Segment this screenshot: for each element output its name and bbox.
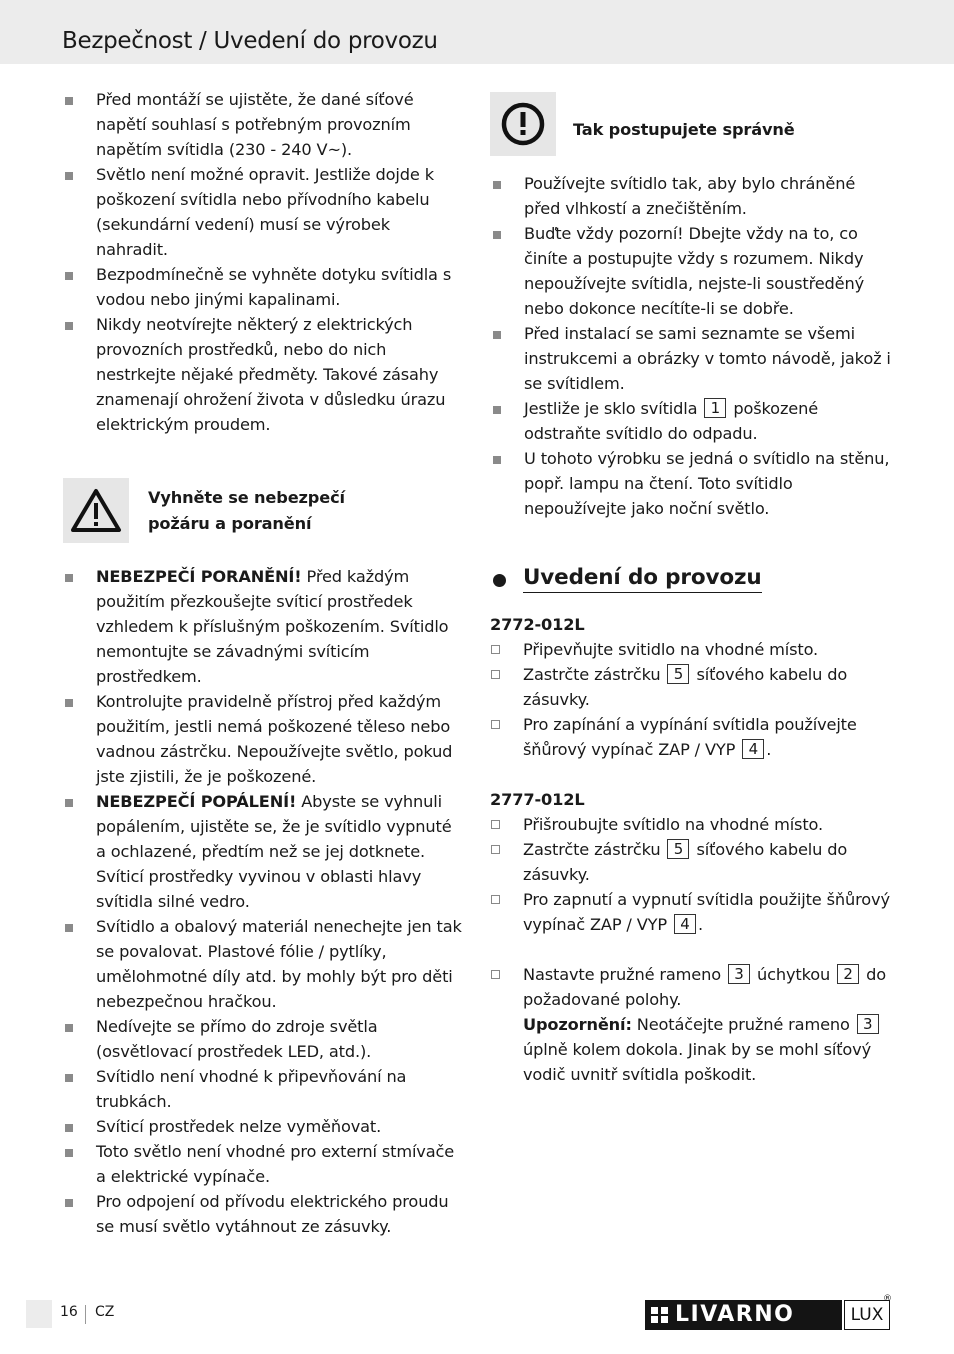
list-item: NEBEZPEČÍ POPÁLENÍ! Abyste se vyhnuli popálením, ujistěte se, že je svítidlo vypnuté a ochlazené, předtím než se jej dotknete. Svíticí prostředky vyvinou v oblasti hlavy svítidla silné vedro. [62, 789, 464, 914]
brand-logo [645, 1294, 892, 1330]
list-item: Před montáží se ujistěte, že dané síťové napětí souhlasí s potřebným provozním napětím svítidla (230 - 240 V~). [62, 87, 464, 162]
list-item: U tohoto výrobku se jedná o svítidlo na stěnu, popř. lampu na čtení. Toto svítidlo nepoužívejte jako noční světlo. [490, 446, 892, 521]
model-number: 2777-012L [490, 790, 585, 809]
part-reference: 1 [704, 398, 726, 418]
note-title: Tak postupujete správně [573, 120, 795, 139]
square-bullet-icon [65, 924, 73, 932]
square-bullet-icon [493, 331, 501, 339]
list-item: Přišroubujte svítidlo na vhodné místo. [490, 812, 892, 837]
registered-mark: ® [883, 1294, 892, 1304]
bullet-dot-icon [493, 574, 506, 587]
steps-list-3 [490, 962, 892, 1087]
part-reference: 5 [667, 839, 689, 859]
language-code: CZ [95, 1304, 115, 1320]
square-bullet-icon [65, 172, 73, 180]
checkbox-bullet-icon [491, 645, 500, 654]
footer-divider [85, 1305, 86, 1324]
model-number: 2772-012L [490, 615, 585, 634]
steps-list-1 [490, 637, 892, 762]
square-bullet-icon [493, 231, 501, 239]
note-callout [490, 92, 892, 156]
part-reference: 5 [667, 664, 689, 684]
list-item: Toto světlo není vhodné pro externí stmívače a elektrické vypínače. [62, 1139, 464, 1189]
list-item: Buďte vždy pozorní! Dbejte vždy na to, co činíte a postupujte vždy s rozumem. Nikdy nepoužívejte svítidla, nejste-li soustředěný nebo dokonce necítíte-li se dobře. [490, 221, 892, 321]
checkbox-bullet-icon [491, 895, 500, 904]
checkbox-bullet-icon [491, 720, 500, 729]
list-item: Světlo není možné opravit. Jestliže dojde k poškození svítidla nebo přívodního kabelu (sekundární vedení) musí se výrobek nahradit. [62, 162, 464, 262]
section-heading [490, 565, 892, 595]
steps-list-2 [490, 812, 892, 937]
left-column [62, 87, 464, 1239]
part-reference: 3 [728, 964, 750, 984]
page-header [0, 0, 954, 64]
list-item: Zastrčte zástrčku 5 síťového kabelu do zásuvky. [490, 662, 892, 712]
list-item: Svíticí prostředek nelze vyměňovat. [62, 1114, 464, 1139]
square-bullet-icon [493, 456, 501, 464]
list-item: Svítidlo a obalový materiál nenechejte jen tak se povalovat. Plastové fólie / pytlíky, umělohmotné díly atd. by mohly být pro děti nebezpečnou hračkou. [62, 914, 464, 1014]
square-bullet-icon [65, 322, 73, 330]
safety-list-a [62, 87, 464, 437]
square-bullet-icon [65, 1149, 73, 1157]
square-bullet-icon [65, 699, 73, 707]
checkbox-bullet-icon [491, 670, 500, 679]
part-reference: 3 [857, 1014, 879, 1034]
part-reference: 4 [742, 739, 764, 759]
checkbox-bullet-icon [491, 845, 500, 854]
square-bullet-icon [65, 272, 73, 280]
square-bullet-icon [65, 97, 73, 105]
list-item: Kontrolujte pravidelně přístroj před každým použitím, jestli nemá poškozené těleso nebo vadnou zástrčku. Nepoužívejte světlo, pokud jste zjistili, že je poškozené. [62, 689, 464, 789]
checkbox-bullet-icon [491, 820, 500, 829]
page-number: 16 [60, 1304, 78, 1320]
square-bullet-icon [65, 1074, 73, 1082]
list-item: Bezpodmínečně se vyhněte dotyku svítidla s vodou nebo jinými kapalinami. [62, 262, 464, 312]
page-title: Bezpečnost / Uvedení do provozu [62, 28, 438, 54]
square-bullet-icon [65, 1024, 73, 1032]
safety-list-b [62, 564, 464, 1239]
list-item: Pro zapnutí a vypnutí svítidla použijte šňůrový vypínač ZAP / VYP 4 . [490, 887, 892, 937]
part-reference: 2 [837, 964, 859, 984]
square-bullet-icon [65, 574, 73, 582]
usage-list [490, 171, 892, 521]
logo-lux: LUX [844, 1300, 890, 1330]
footer-tab [26, 1300, 52, 1328]
square-bullet-icon [493, 181, 501, 189]
section-title: Uvedení do provozu [523, 565, 762, 593]
logo-mark-icon [651, 1307, 669, 1323]
square-bullet-icon [493, 406, 501, 414]
warning-callout [62, 478, 464, 544]
list-item: Nastavte pružné rameno 3 úchytkou 2 do požadované polohy. Upozornění: Neotáčejte pružné rameno 3 úplně kolem dokola. Jinak by se mohl síťový vodič uvnitř svítidla poškodit. [490, 962, 892, 1087]
list-item: Jestliže je sklo svítidla 1 poškozené odstraňte svítidlo do odpadu. [490, 396, 892, 446]
checkbox-bullet-icon [491, 970, 500, 979]
exclamation-circle-icon [490, 92, 556, 156]
warning-title: Vyhněte se nebezpečí požáru a poranění [148, 488, 345, 533]
warning-triangle-icon [63, 478, 129, 543]
square-bullet-icon [65, 1199, 73, 1207]
list-item: Používejte svítidlo tak, aby bylo chráněné před vlhkostí a znečištěním. [490, 171, 892, 221]
list-item: Připevňujte svitidlo na vhodné místo. [490, 637, 892, 662]
list-item: Zastrčte zástrčku 5 síťového kabelu do zásuvky. [490, 837, 892, 887]
logo-text: LIVARNO [675, 1302, 795, 1327]
right-column [490, 87, 892, 1087]
list-item: Pro odpojení od přívodu elektrického proudu se musí světlo vytáhnout ze zásuvky. [62, 1189, 464, 1239]
list-item: Nedívejte se přímo do zdroje světla (osvětlovací prostředek LED, atd.). [62, 1014, 464, 1064]
note-label: Upozornění: [523, 1015, 632, 1034]
list-item: Nikdy neotvírejte některý z elektrických provozních prostředků, nebo do nich nestrkejte nějaké předměty. Takové zásahy znamenají ohrožení života v důsledku úrazu elektrickým proudem. [62, 312, 464, 437]
list-item: Svítidlo není vhodné k připevňování na trubkách. [62, 1064, 464, 1114]
list-item: Před instalací se sami seznamte se všemi instrukcemi a obrázky v tomto návodě, jakož i se svítidlem. [490, 321, 892, 396]
list-item: NEBEZPEČÍ PORANĚNÍ! Před každým použitím přezkoušejte svíticí prostředek vzhledem k příslušným poškozením. Svítidlo nemontujte se závadnými svíticím prostředkem. [62, 564, 464, 689]
square-bullet-icon [65, 799, 73, 807]
list-item: Pro zapínání a vypínání svítidla používejte šňůrový vypínač ZAP / VYP 4 . [490, 712, 892, 762]
logo-main [645, 1300, 842, 1330]
part-reference: 4 [674, 914, 696, 934]
square-bullet-icon [65, 1124, 73, 1132]
